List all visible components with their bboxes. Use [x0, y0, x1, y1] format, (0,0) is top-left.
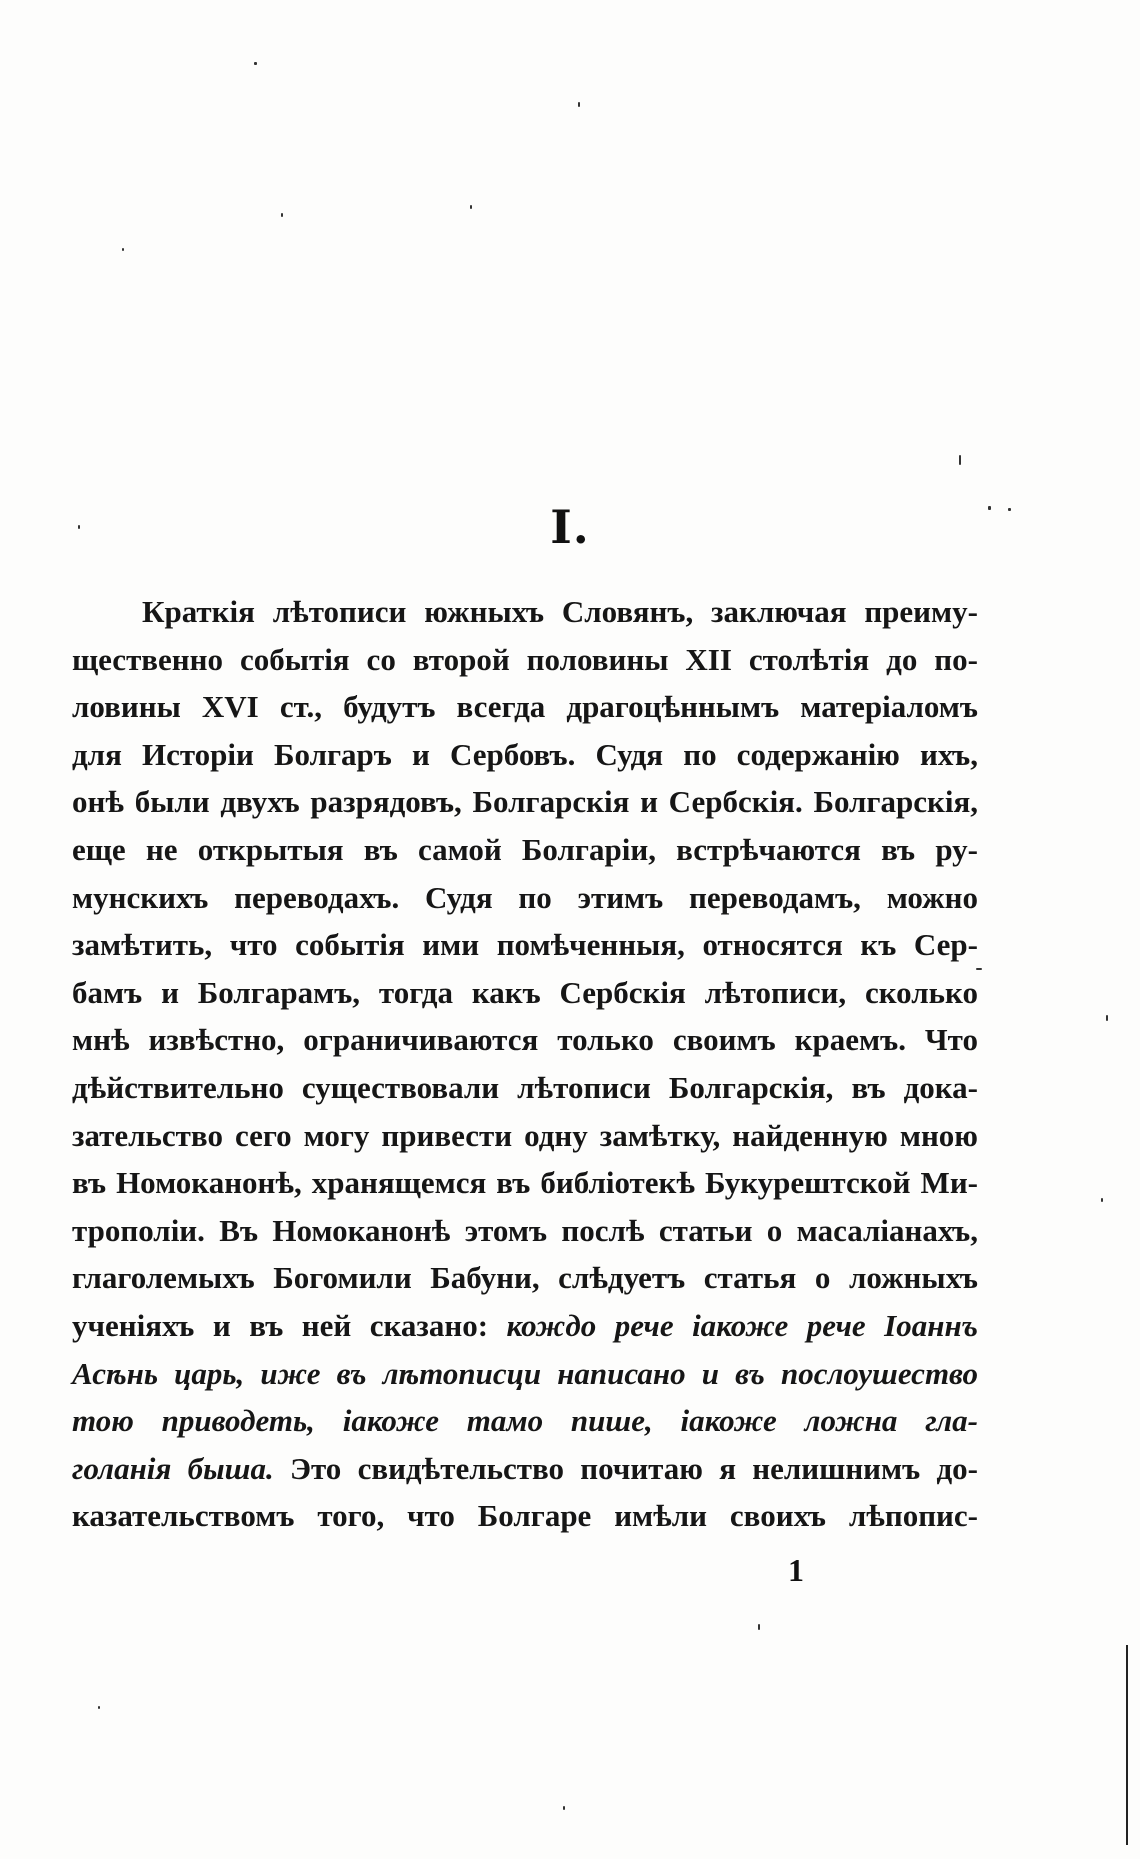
text-line [72, 683, 978, 731]
text-line [72, 1445, 978, 1493]
text-line [72, 1350, 978, 1398]
page-number: 1 [788, 1552, 804, 1588]
text-segment: трополіи. Въ Номоканонѣ этомъ послѣ статьи о масаліанахъ, [72, 1212, 978, 1248]
quoted-text: Асѣнь царь, иже въ лѣтописци написано и въ послоушество [72, 1355, 978, 1391]
text-line [72, 969, 978, 1017]
scan-speck [976, 968, 982, 970]
text-segment: въ Номоканонѣ, хранящемся въ библіотекѣ Букурештской Ми- [72, 1165, 978, 1201]
text-segment: онѣ были двухъ разрядовъ, Болгарскія и Сербскія. Болгарскія, [72, 784, 978, 820]
scan-speck [1008, 508, 1011, 511]
text-segment: ученіяхъ и въ ней сказано: [72, 1307, 507, 1343]
text-segment: казательствомъ того, что Болгаре имѣли своихъ лѣпопис- [72, 1498, 978, 1534]
scan-speck [578, 102, 580, 107]
text-segment: Это свидѣтельство почитаю я нелишнимъ до- [273, 1450, 978, 1486]
text-line [72, 921, 978, 969]
text-segment: мнѣ извѣстно, ограничиваются только своимъ краемъ. Что [72, 1022, 978, 1058]
text-segment: Краткія лѣтописи южныхъ Словянъ, заключая преиму- [142, 594, 978, 629]
text-line [72, 1254, 978, 1302]
scan-speck [470, 205, 472, 209]
text-segment: бамъ и Болгарамъ, тогда какъ Сербскія лѣтописи, сколько [72, 974, 978, 1010]
text-segment: для Исторіи Болгаръ и Сербовъ. Судя по содержанію ихъ, [72, 736, 978, 772]
scan-speck [959, 455, 961, 465]
scan-edge-line [1126, 1645, 1128, 1845]
quoted-text: голанія быша. [72, 1450, 274, 1486]
chapter-heading: I. [550, 500, 590, 554]
text-segment: замѣтить, что событія ими помѣченныя, относятся къ Сер- [72, 927, 978, 963]
text-line [72, 1064, 978, 1112]
text-line [72, 588, 978, 636]
text-segment: еще не открытыя въ самой Болгаріи, встрѣчаются въ ру- [72, 831, 978, 867]
text-line [72, 731, 978, 779]
body-text [72, 588, 978, 1540]
text-line [72, 1492, 978, 1540]
scan-speck [254, 62, 257, 65]
text-line [72, 1016, 978, 1064]
scan-speck [281, 213, 283, 217]
scan-speck [758, 1624, 760, 1630]
text-line [72, 1207, 978, 1255]
scan-speck [563, 1806, 565, 1810]
text-line [72, 1112, 978, 1160]
text-line [72, 1159, 978, 1207]
text-line [72, 1302, 978, 1350]
scan-speck [122, 248, 124, 251]
text-segment: зательство сего могу привести одну замѣтку, найденную мною [72, 1117, 978, 1153]
text-segment: глаголемыхъ Богомили Бабуни, слѣдуетъ статья о ложныхъ [72, 1260, 978, 1296]
text-segment: мунскихъ переводахъ. Судя по этимъ переводамъ, можно [72, 879, 978, 915]
text-line [72, 826, 978, 874]
text-segment: ловины XVI ст., будутъ всегда драгоцѣннымъ матеріаломъ [72, 689, 978, 725]
quoted-text: тою приводеть, іакоже тамо пише, іакоже ложна гла- [72, 1403, 978, 1439]
text-line [72, 778, 978, 826]
scan-speck [988, 506, 991, 510]
scan-speck [98, 1706, 100, 1709]
text-segment: щественно событія со второй половины XII столѣтія до по- [72, 641, 978, 677]
scan-speck [1106, 1015, 1108, 1021]
scan-speck [78, 525, 80, 529]
text-line [72, 636, 978, 684]
quoted-text: кождо рече іакоже рече Іоаннъ [506, 1307, 979, 1343]
text-segment: дѣйствительно существовали лѣтописи Болгарскія, въ дока- [72, 1069, 978, 1105]
scan-speck [1101, 1198, 1103, 1202]
text-line [72, 1397, 978, 1445]
text-line [72, 874, 978, 922]
